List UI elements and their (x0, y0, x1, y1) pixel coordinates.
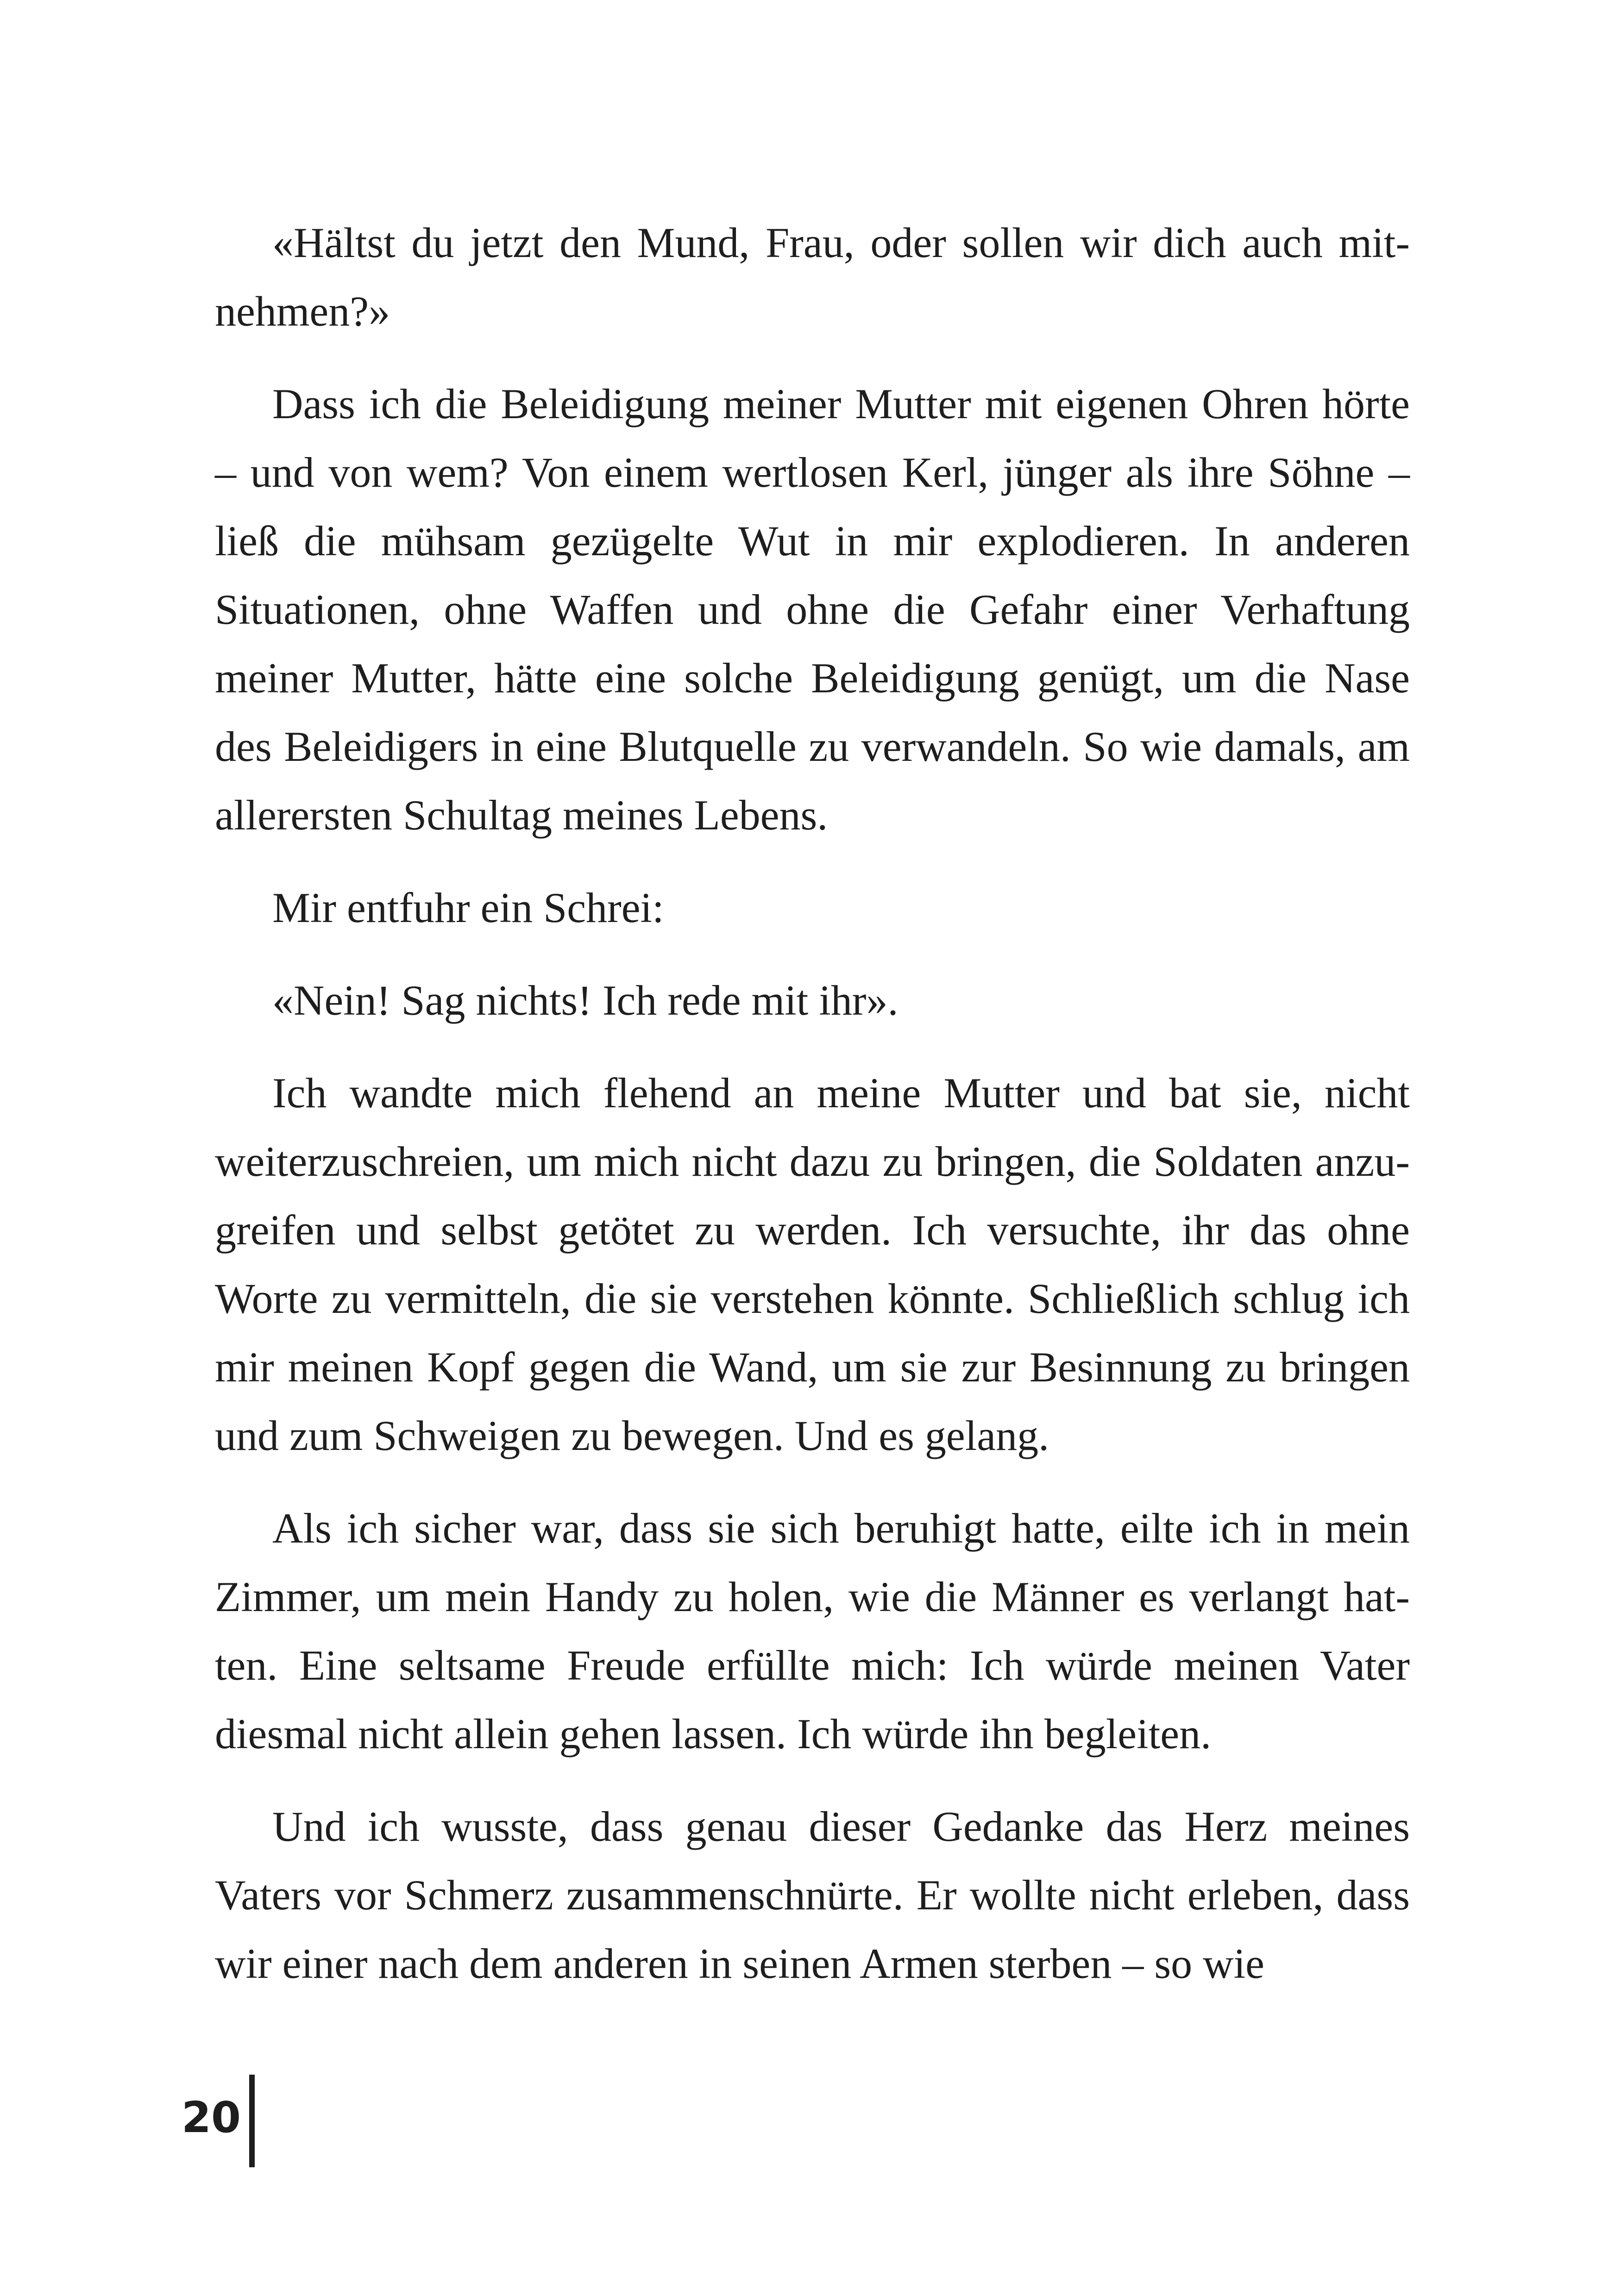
paragraph-1: «Hältst du jetzt den Mund, Frau, oder sollen wir dich auch mitnehmen?» (215, 219, 1410, 335)
page-number-divider (249, 2075, 255, 2167)
page-number: 20 (181, 2093, 241, 2142)
paragraph-6: Als ich sicher war, dass sie sich beruhigt hatte, eilte ich in mein Zimmer, um mein Handy zu holen, wie die Männer es verlangt hatten. Eine seltsame Freude erfüllte mich: Ich würde meinen Vater diesmal nicht allein gehen lassen. Ich würde ihn begleiten. (215, 1505, 1410, 1757)
paragraph-7: Und ich wusste, dass genau dieser Gedanke das Herz meines Vaters vor Schmerz zusammenschnürte. Er wollte nicht erleben, dass wir einer nach dem anderen in seinen Armen sterben – so wie (215, 1803, 1410, 1987)
paragraph-2: Dass ich die Beleidigung meiner Mutter mit eigenen Ohren hörte – und von wem? Von einem wertlosen Kerl, jünger als ihre Söhne – ließ die mühsam gezügelte Wut in mir explodieren. In anderen Situationen, ohne Waffen und ohne die Gefahr einer Verhaftung meiner Mutter, hätte eine solche Beleidigung genügt, um die Nase des Beleidigers in eine Blutquelle zu verwandeln. So wie damals, am allerersten Schultag meines Lebens. (215, 380, 1410, 839)
paragraph-4: «Nein! Sag nichts! Ich rede mit ihr». (272, 977, 898, 1024)
page-body (215, 208, 1410, 1998)
paragraph-5: Ich wandte mich flehend an meine Mutter und bat sie, nicht weiterzuschreien, um mich nicht dazu zu bringen, die Soldaten anzugreifen und selbst getötet zu werden. Ich versuchte, ihr das ohne Worte zu vermitteln, die sie verstehen könnte. Schließlich schlug ich mir meinen Kopf gegen die Wand, um sie zur Besinnung zu bringen und zum Schweigen zu bewegen. Und es gelang. (215, 1069, 1410, 1459)
paragraph-3: Mir entfuhr ein Schrei: (272, 884, 664, 931)
